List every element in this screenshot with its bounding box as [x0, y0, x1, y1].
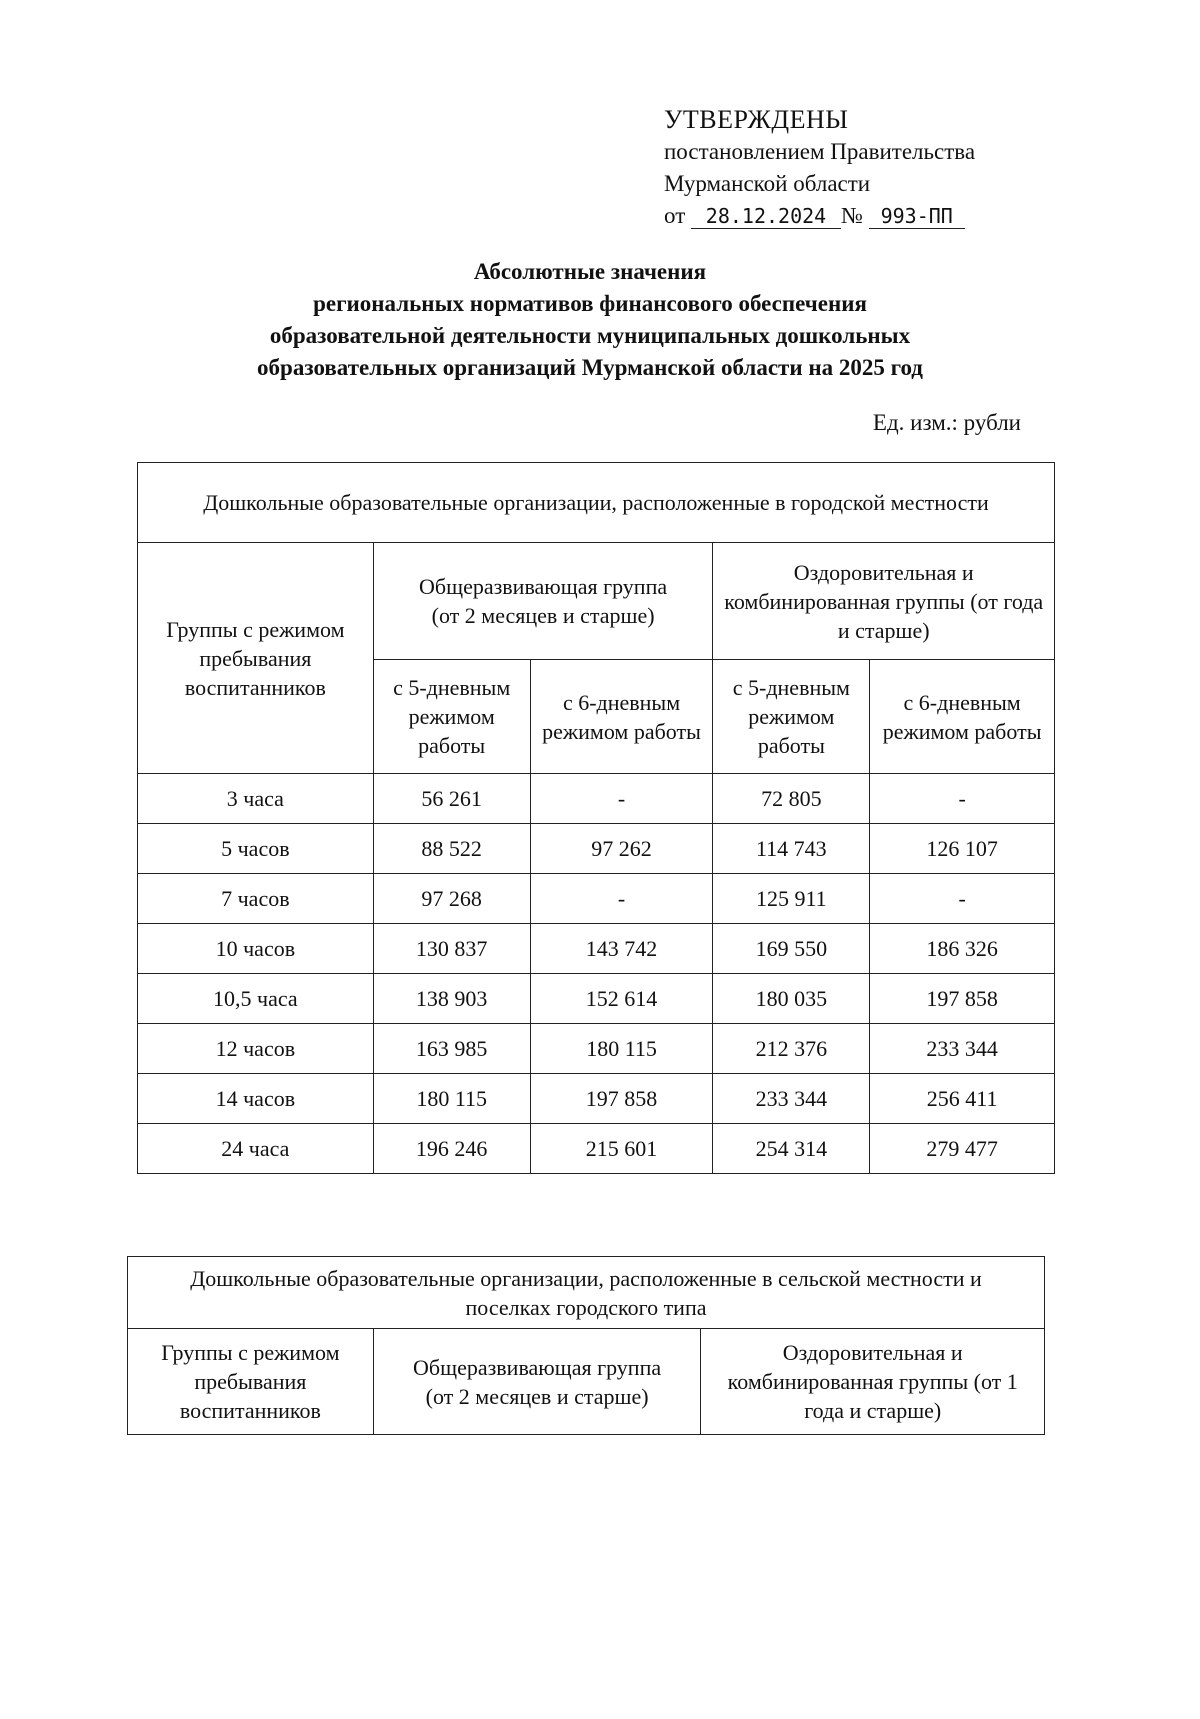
cell-health-5day: 233 344: [713, 1074, 870, 1124]
table-row: [138, 924, 1055, 974]
table-row: [138, 874, 1055, 924]
approval-line-2: Мурманской области: [664, 171, 871, 196]
cell-general-5day: 180 115: [373, 1074, 530, 1124]
table-row: [138, 774, 1055, 824]
date-prefix: от: [664, 203, 686, 228]
cell-health-5day: 212 376: [713, 1024, 870, 1074]
row-mode: 12 часов: [138, 1024, 374, 1074]
cell-health-5day: 125 911: [713, 874, 870, 924]
cell-general-5day: 196 246: [373, 1124, 530, 1174]
cell-general-6day: 143 742: [530, 924, 713, 974]
urban-section-title: Дошкольные образовательные организации, расположенные в городской местности: [138, 463, 1055, 543]
cell-general-6day: -: [530, 774, 713, 824]
cell-health-5day: 180 035: [713, 974, 870, 1024]
cell-general-5day: 97 268: [373, 874, 530, 924]
cell-health-6day: 279 477: [870, 1124, 1055, 1174]
approval-line-1: постановлением Правительства: [664, 139, 976, 164]
rural-col-general: Общеразвивающая группа (от 2 месяцев и старше): [373, 1329, 701, 1435]
cell-health-5day: 72 805: [713, 774, 870, 824]
urban-sub-general-5day: с 5-дневным режимом работы: [373, 660, 530, 774]
urban-norms-table: [137, 462, 1055, 1174]
table-row: [138, 1024, 1055, 1074]
cell-health-6day: 256 411: [870, 1074, 1055, 1124]
units-label: Ед. изм.: рубли: [872, 410, 1021, 435]
approval-dateline: [664, 200, 975, 232]
row-mode: 14 часов: [138, 1074, 374, 1124]
cell-general-6day: 180 115: [530, 1024, 713, 1074]
heading-line-3: образовательной деятельности муниципальных дошкольных: [269, 323, 911, 348]
urban-sub-health-6day: с 6-дневным режимом работы: [870, 660, 1055, 774]
cell-health-6day: 233 344: [870, 1024, 1055, 1074]
row-mode: 10,5 часа: [138, 974, 374, 1024]
cell-general-5day: 130 837: [373, 924, 530, 974]
row-mode: 7 часов: [138, 874, 374, 924]
cell-health-6day: 197 858: [870, 974, 1055, 1024]
table-row: [138, 1124, 1055, 1174]
document-heading: [150, 256, 1030, 384]
cell-general-6day: 197 858: [530, 1074, 713, 1124]
heading-line-1: Абсолютные значения: [473, 259, 707, 284]
approval-number: 993-ПП: [869, 204, 965, 229]
approval-date: 28.12.2024: [691, 204, 841, 229]
rural-norms-table: [127, 1256, 1045, 1435]
number-prefix: №: [841, 203, 863, 228]
cell-health-6day: -: [870, 874, 1055, 924]
cell-general-5day: 138 903: [373, 974, 530, 1024]
cell-health-5day: 169 550: [713, 924, 870, 974]
rural-section-title: Дошкольные образовательные организации, расположенные в сельской местности и поселках городского типа: [128, 1257, 1045, 1329]
row-mode: 24 часа: [138, 1124, 374, 1174]
approval-title: УТВЕРЖДЕНЫ: [664, 105, 849, 134]
cell-health-5day: 114 743: [713, 824, 870, 874]
cell-general-6day: 215 601: [530, 1124, 713, 1174]
cell-general-6day: 97 262: [530, 824, 713, 874]
table-row: [138, 1074, 1055, 1124]
table-row: [138, 824, 1055, 874]
heading-line-2: региональных нормативов финансового обеспечения: [313, 291, 867, 316]
rural-col-mode: Группы с режимом пребывания воспитанников: [128, 1329, 374, 1435]
urban-col-health: Оздоровительная и комбинированная группы (от года и старше): [713, 543, 1055, 660]
approval-stamp: [664, 104, 975, 232]
urban-col-mode: Группы с режимом пребывания воспитанников: [138, 543, 374, 774]
cell-health-5day: 254 314: [713, 1124, 870, 1174]
cell-general-6day: 152 614: [530, 974, 713, 1024]
cell-health-6day: 126 107: [870, 824, 1055, 874]
cell-general-5day: 163 985: [373, 1024, 530, 1074]
cell-general-5day: 56 261: [373, 774, 530, 824]
row-mode: 10 часов: [138, 924, 374, 974]
cell-general-5day: 88 522: [373, 824, 530, 874]
cell-health-6day: -: [870, 774, 1055, 824]
cell-health-6day: 186 326: [870, 924, 1055, 974]
urban-col-general: Общеразвивающая группа (от 2 месяцев и старше): [373, 543, 713, 660]
row-mode: 3 часа: [138, 774, 374, 824]
heading-line-4: образовательных организаций Мурманской области на 2025 год: [257, 355, 923, 380]
urban-sub-general-6day: с 6-дневным режимом работы: [530, 660, 713, 774]
table-row: [138, 974, 1055, 1024]
rural-col-health: Оздоровительная и комбинированная группы (от 1 года и старше): [701, 1329, 1045, 1435]
cell-general-6day: -: [530, 874, 713, 924]
urban-sub-health-5day: с 5-дневным режимом работы: [713, 660, 870, 774]
row-mode: 5 часов: [138, 824, 374, 874]
